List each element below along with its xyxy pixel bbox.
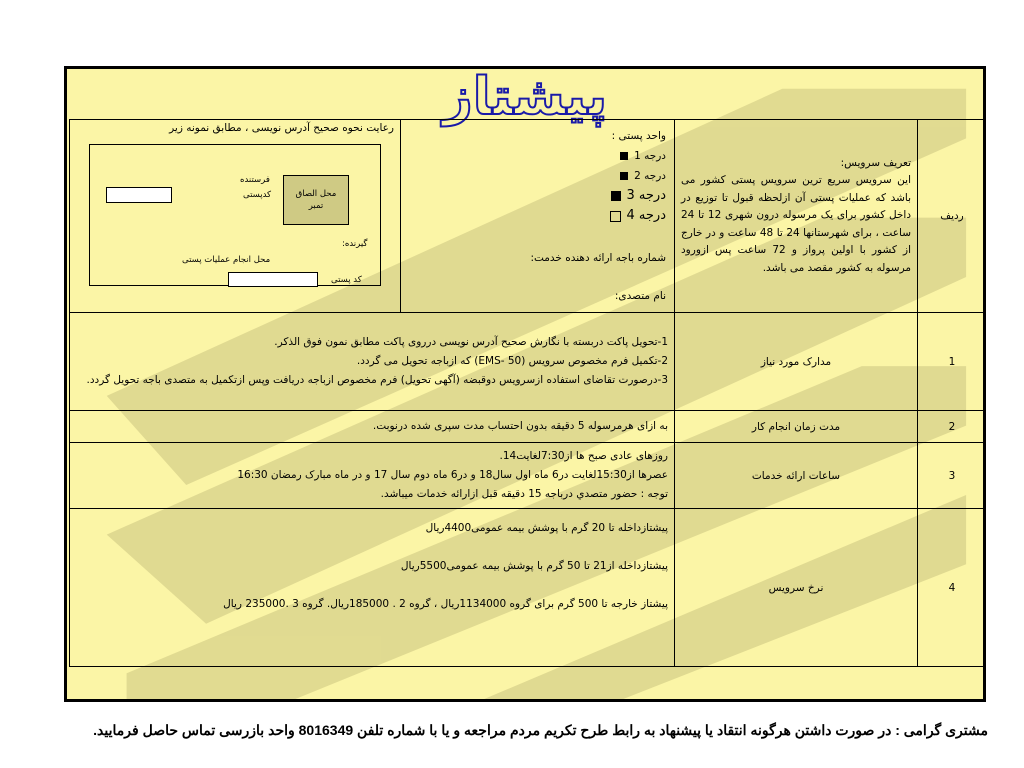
- definition-text: این سرویس سریع ترین سرویس پستی کشور می باشد که عملیات پستی آن ازلحظه قبول تا توزیع در داخل کشور برای یک مرسوله درون شهری 12 تا 24 ساعت ، برای شهرستانها 24 تا 48 ساعت و در خارج از کشور با اولین پرواز و 72 ساعت پس ازورود مرسوله به کشور مقصد می باشد.: [681, 174, 911, 274]
- filled-square-icon: [620, 152, 628, 160]
- grade-4-label: درجه 4: [626, 208, 666, 223]
- units-label: واحد پستی :: [611, 130, 666, 142]
- empty-square-icon: [610, 211, 621, 222]
- content-line: به ازای هرمرسوله 5 دقیقه بدون احتساب مدت سپری شده درنوبت.: [372, 420, 668, 432]
- header-row: [70, 120, 987, 313]
- row-label: نرخ سرویس: [675, 509, 918, 667]
- table-row: [70, 443, 987, 509]
- row-number: 4: [918, 509, 987, 667]
- counter-label: شماره باجه ارائه دهنده خدمت:: [530, 252, 666, 264]
- filled-square-icon: [611, 191, 621, 201]
- row-label: مدارک مورد نیاز: [675, 313, 918, 411]
- grade-4: [409, 206, 666, 226]
- header-index: ردیف: [918, 120, 987, 313]
- service-definition: [675, 120, 918, 313]
- row-content: [70, 443, 675, 509]
- content-line: 1-تحویل پاکت دربسته با نگارش صحیح آدرس نویسی درروی پاکت مطابق نمون فوق الذکر.: [274, 336, 668, 348]
- postal-code-label: کد پستی: [331, 275, 362, 285]
- grade-2-label: درجه 2: [634, 170, 666, 182]
- content-line: پیشتاز خارجه تا 500 گرم برای گروه 1134000ریال ، گروه 2 . 185000ریال. گروه 3 .235000 ریال: [223, 598, 668, 610]
- content-line: 2-تکمیل فرم مخصوص سرویس (50 -EMS) که ازباجه تحویل می گردد.: [356, 355, 668, 367]
- stamp-line-1: محل الصاق: [295, 189, 337, 199]
- row-number: 3: [918, 443, 987, 509]
- address-title: رعایت نحوه صحیح آدرس نویسی ، مطابق نمونه زیر: [169, 122, 394, 134]
- content-line: پیشتازداخله تا 20 گرم با پوشش بیمه عمومی4400ریال: [425, 522, 668, 534]
- footer-notice: مشتری گرامی : در صورت داشتن هرگونه انتقاد یا پیشنهاد به رابط طرح تکریم مردم مراجعه و یا با شماره تلفن 8016349 واحد بازرسی تماس حاصل فرمایید.: [93, 722, 988, 738]
- address-sample-cell: [70, 120, 401, 313]
- grade-1-label: درجه 1: [634, 150, 666, 162]
- table-row: [70, 411, 987, 443]
- postal-ops-label: محل انجام عملیات پستی: [182, 255, 271, 265]
- stamp-line-2: تمبر: [308, 201, 324, 211]
- grade-1: [409, 146, 666, 166]
- sender-label: فرستنده: [240, 175, 270, 185]
- filled-square-icon: [620, 172, 628, 180]
- content-line: 3-درصورت تقاضای استفاده ازسرویس دوقبضه (آگهی تحویل) فرم مخصوص ازباجه دریافت وپس ازتکمیل به متصدی باجه تحویل گردد.: [86, 374, 668, 386]
- row-content: [70, 509, 675, 667]
- officer-label: نام متصدی:: [614, 290, 666, 302]
- receiver-postal-code-box: [228, 272, 318, 287]
- content-line: روزهای عادی صبح ها از7:30لغایت14.: [499, 450, 668, 462]
- postal-unit-cell: [401, 120, 675, 313]
- row-number: 1: [918, 313, 987, 411]
- sender-postal-code-box: [106, 187, 172, 203]
- receiver-label: گیرنده:: [342, 239, 368, 249]
- envelope-sample: [89, 144, 381, 286]
- row-content: [70, 411, 675, 443]
- row-number: 2: [918, 411, 987, 443]
- service-table: [69, 119, 986, 667]
- table-row: [70, 313, 987, 411]
- content-line: عصرها از15:30لغایت در6 ماه اول سال18 و در6 ماه دوم سال 17 و در ماه مبارک رمضان 16:30: [237, 469, 668, 481]
- table-row: [70, 509, 987, 667]
- sender-code-label: کدپستی: [243, 190, 272, 200]
- grade-2: [409, 166, 666, 186]
- row-content: [70, 313, 675, 411]
- content-line: توجه : حضور متصدي درباجه 15 دقيقه قبل ازارائه خدمات ميباشد.: [380, 488, 668, 500]
- row-label: ساعات ارائه خدمات: [675, 443, 918, 509]
- page-title: پیشتاز: [442, 67, 608, 127]
- grade-3-label: درجه 3: [626, 188, 666, 203]
- content-line: پیشتازداخله از21 تا 50 گرم با پوشش بیمه عمومی5500ریال: [400, 560, 668, 572]
- row-label: مدت زمان انجام کار: [675, 411, 918, 443]
- stamp-placeholder: [283, 175, 349, 225]
- grade-3: [409, 186, 666, 206]
- service-sheet: [64, 66, 986, 702]
- definition-title: تعریف سرویس:: [840, 156, 911, 169]
